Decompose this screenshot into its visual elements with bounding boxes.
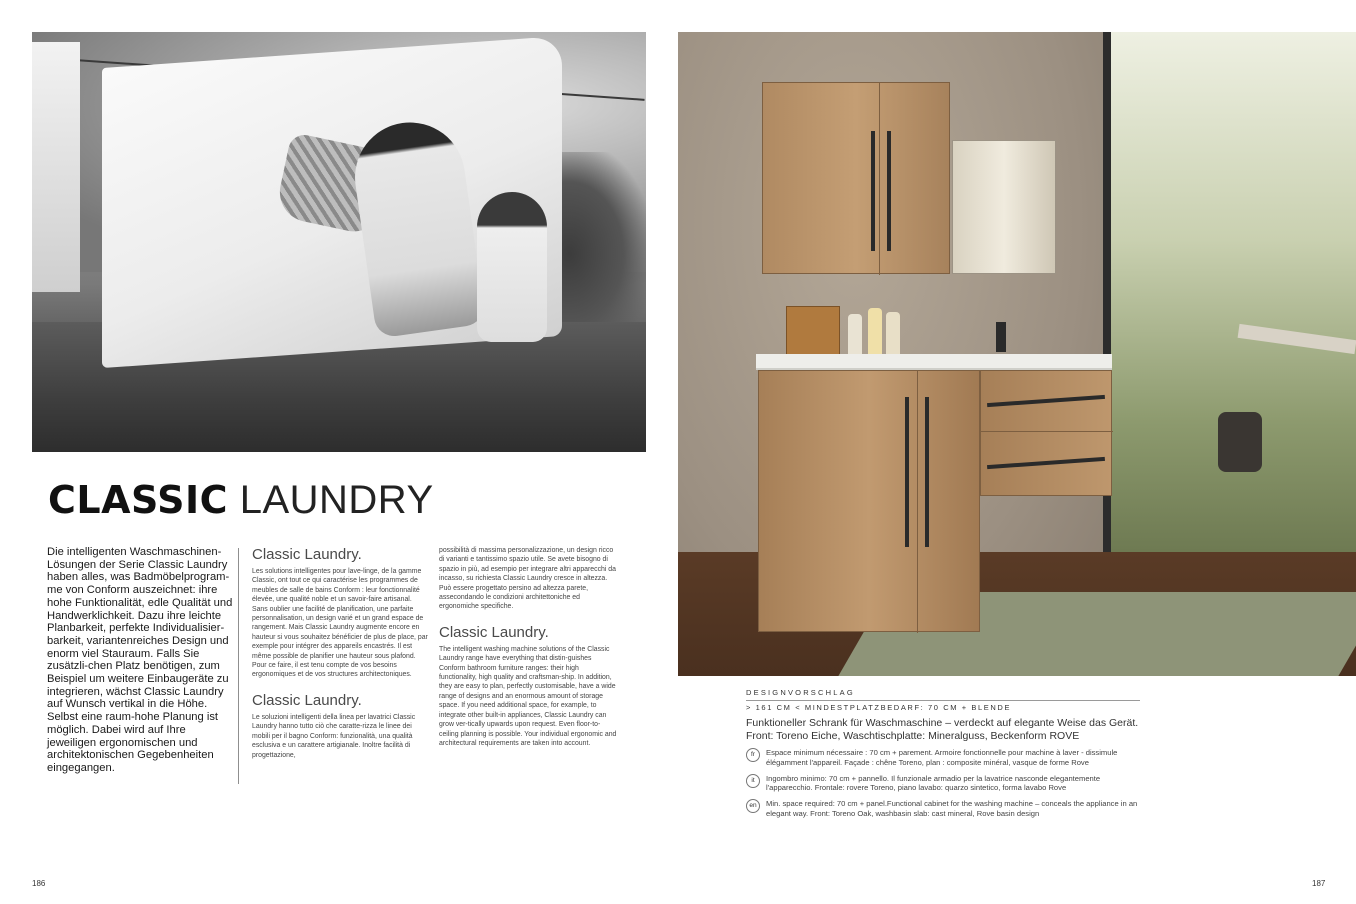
german-intro: Die intelligenten Waschmaschinen-Lösungen der Serie Classic Laundry haben alles, was Badmöbelprogram-me von Conform auszeichnet: ihre hohe Funktionalität, edle Qualität und Handwerklichkeit. Dazu ihre leichte Planbarkeit, perfekte Individualisier-barkeit, variantenreiches Design und enorm viel Stauraum. Falls Sie zusätzli-chen Platz benötigen, zum Beispiel um weitere Einbaugeräte zu integrieren, wächst Classic Laundry auf Wunsch vertikal in die Höhe. Selbst eine raum-hohe Planung ist möglich. Dabei wird auf Ihre jeweiligen ergonomischen und architektonischen Gegebenheiten eingegangen. (47, 546, 233, 774)
photo-bottle (868, 308, 882, 356)
text-column-right (439, 546, 617, 748)
design-description: Funktioneller Schrank für Waschmaschine – verdeckt auf elegante Weise das Gerät. Front: Toreno Eiche, Waschtischplatte: Mineralguss, Beckenform ROVE (746, 717, 1139, 742)
title-light: LAUNDRY (239, 478, 434, 522)
lang-row-it (746, 774, 1140, 794)
title-bold: CLASSIC (48, 478, 229, 522)
photo-upper-cabinet (762, 82, 950, 274)
photo-handle (887, 131, 891, 251)
photo-handle (925, 397, 929, 547)
design-rule (746, 700, 1140, 701)
lang-row-fr (746, 748, 1140, 768)
page-number-left: 186 (32, 879, 46, 888)
italian-heading: Classic Laundry. (252, 691, 362, 709)
lang-row-en (746, 799, 1140, 819)
photo-bottle (848, 314, 862, 356)
photo-window (1108, 32, 1356, 552)
photo-drawers (980, 370, 1112, 496)
english-heading: Classic Laundry. (439, 623, 549, 641)
photo-mirror-cabinet (952, 140, 1056, 274)
photo-bottle (886, 312, 900, 356)
design-spec: > 161 CM < MINDESTPLATZBEDARF: 70 CM + BLENDE (746, 703, 1012, 712)
lang-badge: en (746, 799, 760, 813)
photo-detergent-box (786, 306, 840, 356)
lang-badge: it (746, 774, 760, 788)
english-text: The intelligent washing machine solutions of the Classic Laundry range have everything that distin-guishes Conform bathroom furniture ranges: their high functionality, high quality and craftsman-ship. In addition, they are easy to plan, perfectly customisable, have a wide range of designs and an enormous amount of storage space. If you need additional space, for example, to integrate other built-in appliances, Classic Laundry can grow ver-tically upwards upon request. Even floor-to-ceiling planning is possible. Your individual ergonomic and architectural requirements are taken into account. (439, 645, 617, 747)
text-column-middle (252, 546, 428, 760)
design-label: DESIGNVORSCHLAG (746, 688, 855, 697)
page-title (48, 478, 434, 522)
photo-countertop (756, 354, 1112, 370)
design-proposal (746, 688, 1140, 819)
photo-bag (1218, 412, 1262, 472)
french-text: Les solutions intelligentes pour lave-linge, de la gamme Classic, ont tout ce qui caractérise les programmes de meubles de salle de bains Conform : leur fonctionnalité élevée, une qualité noble et un savoir-faire artisanal. Sans oublier une facilité de planification, une parfaite personnalisation, un design varié et un grand espace de rangement. Mais Classic Laundry augmente encore en hauteur si vous souhaitez bénéficier de plus de place, par exemple pour intégrer des appareils encastrés. Il est même possible de planifier une hauteur sous plafond. Pour ce faire, il est tenu compte de vos besoins ergonomiques et de vos structures architectoniques. (252, 568, 428, 679)
laundry-photo (32, 32, 646, 452)
photo-child (477, 192, 547, 342)
bathroom-photo (678, 32, 1356, 676)
lang-text: Min. space required: 70 cm + panel.Functional cabinet for the washing machine – conceals the appliance in an elegant way. Front: Toreno Oak, washbasin slab: cast mineral, Rove basin design (766, 799, 1138, 818)
lang-badge: fr (746, 748, 760, 762)
photo-faucet (996, 322, 1006, 352)
page-number-right: 187 (1312, 879, 1326, 888)
photo-handle (987, 395, 1105, 407)
photo-sheet-left (32, 42, 80, 292)
french-heading: Classic Laundry. (252, 546, 362, 563)
photo-handle (871, 131, 875, 251)
lang-text: Espace minimum nécessaire : 70 cm + parement. Armoire fonctionnelle pour machine à laver - dissimule élégamment l'appareil. Façade : chêne Toreno, plan : composite minéral, vasque de forme Rove (766, 748, 1118, 767)
italian-text-continued: possibilità di massima personalizzazione, un design ricco di varianti e tantissimo spazio utile. Se avete bisogno di spazio in più, ad esempio per integrare altri apparecchi da incasso, su richiesta Classic Laundry cresce in altezza. Può essere progettato persino ad altezza parete, assecondando le condizioni architettoniche ed ergonomiche specifiche. (439, 547, 616, 611)
photo-handle (987, 457, 1105, 469)
column-divider (238, 548, 239, 784)
lang-text: Ingombro minimo: 70 cm + pannello. Il funzionale armadio per la lavatrice nasconde elegantemente l'apparecchio. Frontale: rovere Toreno, piano lavabo: quarzo sintetico, forma lavabo Rove (766, 773, 1101, 793)
photo-handle (905, 397, 909, 547)
italian-text: Le soluzioni intelligenti della linea per lavatrici Classic Laundry hanno tutto ciò che caratte-rizza le linee dei mobili per il bagno Conform: funzionalità, una qualità esclusiva e un carattere artigianale. Inoltre facilità di progettazione, (252, 713, 416, 759)
photo-washing-machine-cabinet (758, 370, 980, 632)
